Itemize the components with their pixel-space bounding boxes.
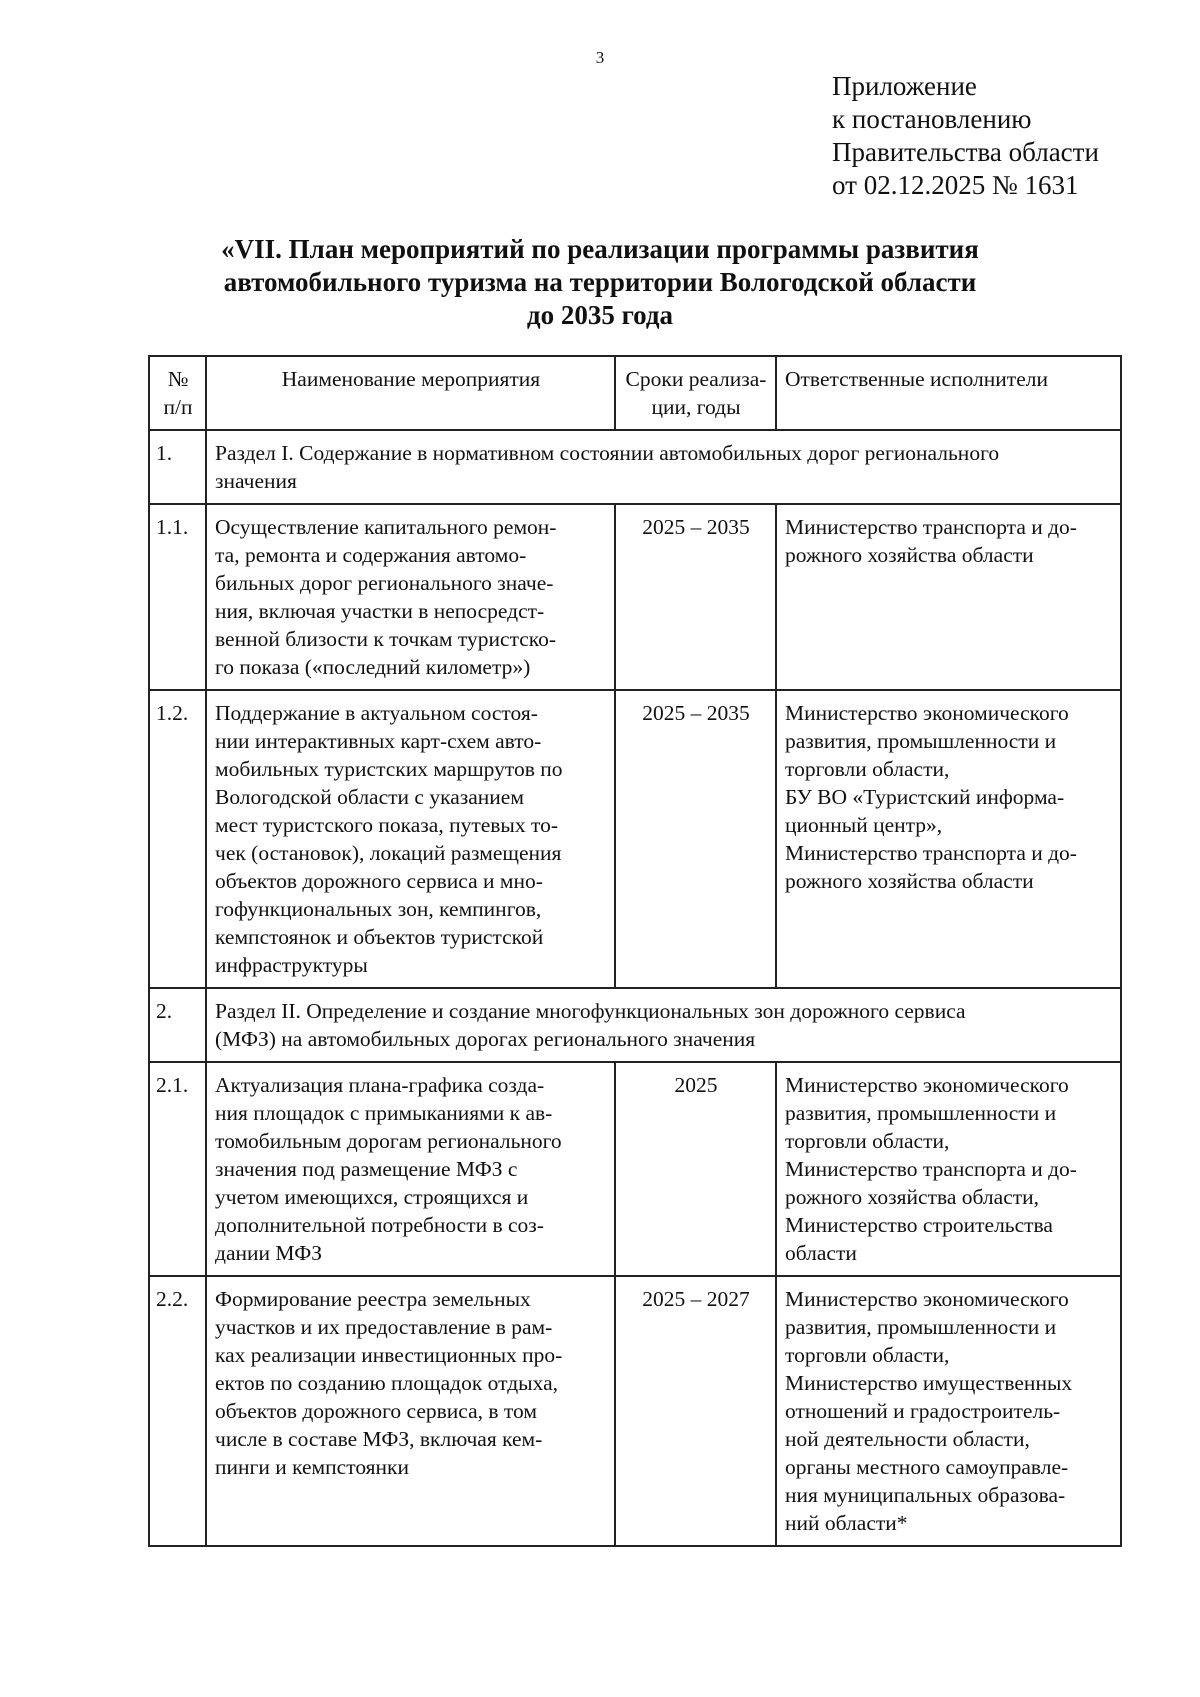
title-line: автомобильного туризма на территории Вологодской области xyxy=(223,267,977,297)
row-number: 2.1. xyxy=(149,1062,206,1276)
row-number: 1.2. xyxy=(149,690,206,988)
table-header-row xyxy=(149,356,1121,430)
header-number: № п/п xyxy=(149,356,206,430)
header-activity-name: Наименование мероприятия xyxy=(206,356,615,430)
implementation-period: 2025 – 2035 xyxy=(615,690,776,988)
section-title: Раздел II. Определение и создание многофункциональных зон дорожного сервиса (МФЗ) на автомобильных дорогах регионального значения xyxy=(206,988,1121,1062)
activity-name: Осуществление капитального ремон- та, ремонта и содержания автомо- бильных дорог регионального значе- ния, включая участки в непосредст- венной близости к точкам туристско- го показа («последний километр») xyxy=(206,504,615,690)
responsible-executors: Министерство экономического развития, промышленности и торговли области, Министерство транспорта и до- рожного хозяйства области, Министерство строительства области xyxy=(776,1062,1121,1276)
implementation-period: 2025 – 2027 xyxy=(615,1276,776,1546)
appendix-line: Приложение xyxy=(832,71,977,101)
header-implementation-period: Сроки реализа- ции, годы xyxy=(615,356,776,430)
activity-name: Формирование реестра земельных участков и их предоставление в рам- ках реализации инвестиционных про- ектов по созданию площадок отдыха, объектов дорожного сервиса, в том числе в составе МФЗ, включая кем- пинги и кемпстоянки xyxy=(206,1276,615,1546)
appendix-line: Правительства области xyxy=(832,137,1099,167)
section-title: Раздел I. Содержание в нормативном состоянии автомобильных дорог регионального значения xyxy=(206,430,1121,504)
title-line: «VII. План мероприятий по реализации программы развития xyxy=(221,234,979,264)
responsible-executors: Министерство экономического развития, промышленности и торговли области, БУ ВО «Туристский информа- ционный центр», Министерство транспорта и до- рожного хозяйства области xyxy=(776,690,1121,988)
title-line: до 2035 года xyxy=(526,300,674,330)
appendix-header xyxy=(832,70,1099,202)
action-plan-table xyxy=(148,355,1122,1547)
section-row xyxy=(149,430,1121,504)
row-number: 1. xyxy=(149,430,206,504)
document-title xyxy=(150,233,1050,332)
implementation-period: 2025 – 2035 xyxy=(615,504,776,690)
implementation-period: 2025 xyxy=(615,1062,776,1276)
table-row xyxy=(149,1062,1121,1276)
row-number: 2.2. xyxy=(149,1276,206,1546)
appendix-date-number: от 02.12.2025 № 1631 xyxy=(832,170,1079,200)
responsible-executors: Министерство транспорта и до- рожного хозяйства области xyxy=(776,504,1121,690)
row-number: 1.1. xyxy=(149,504,206,690)
activity-name: Поддержание в актуальном состоя- нии интерактивных карт-схем авто- мобильных туристских маршрутов по Вологодской области с указанием мест туристского показа, путевых то- чек (остановок), локаций размещения объектов дорожного сервиса и мно- гофункциональных зон, кемпингов, кемпстоянок и объектов туристской инфраструктуры xyxy=(206,690,615,988)
appendix-line: к постановлению xyxy=(832,104,1032,134)
table-row xyxy=(149,1276,1121,1546)
page-number: 3 xyxy=(595,48,605,67)
table-row xyxy=(149,504,1121,690)
table-row xyxy=(149,690,1121,988)
section-row xyxy=(149,988,1121,1062)
activity-name: Актуализация плана-графика созда- ния площадок с примыканиями к ав- томобильным дорогам регионального значения под размещение МФЗ с учетом имеющихся, строящихся и дополнительной потребности в соз- дании МФЗ xyxy=(206,1062,615,1276)
header-responsible: Ответственные исполнители xyxy=(776,356,1121,430)
row-number: 2. xyxy=(149,988,206,1062)
responsible-executors: Министерство экономического развития, промышленности и торговли области, Министерство имущественных отношений и градостроитель- ной деятельности области, органы местного самоуправле- ния муниципальных образова- ний области* xyxy=(776,1276,1121,1546)
